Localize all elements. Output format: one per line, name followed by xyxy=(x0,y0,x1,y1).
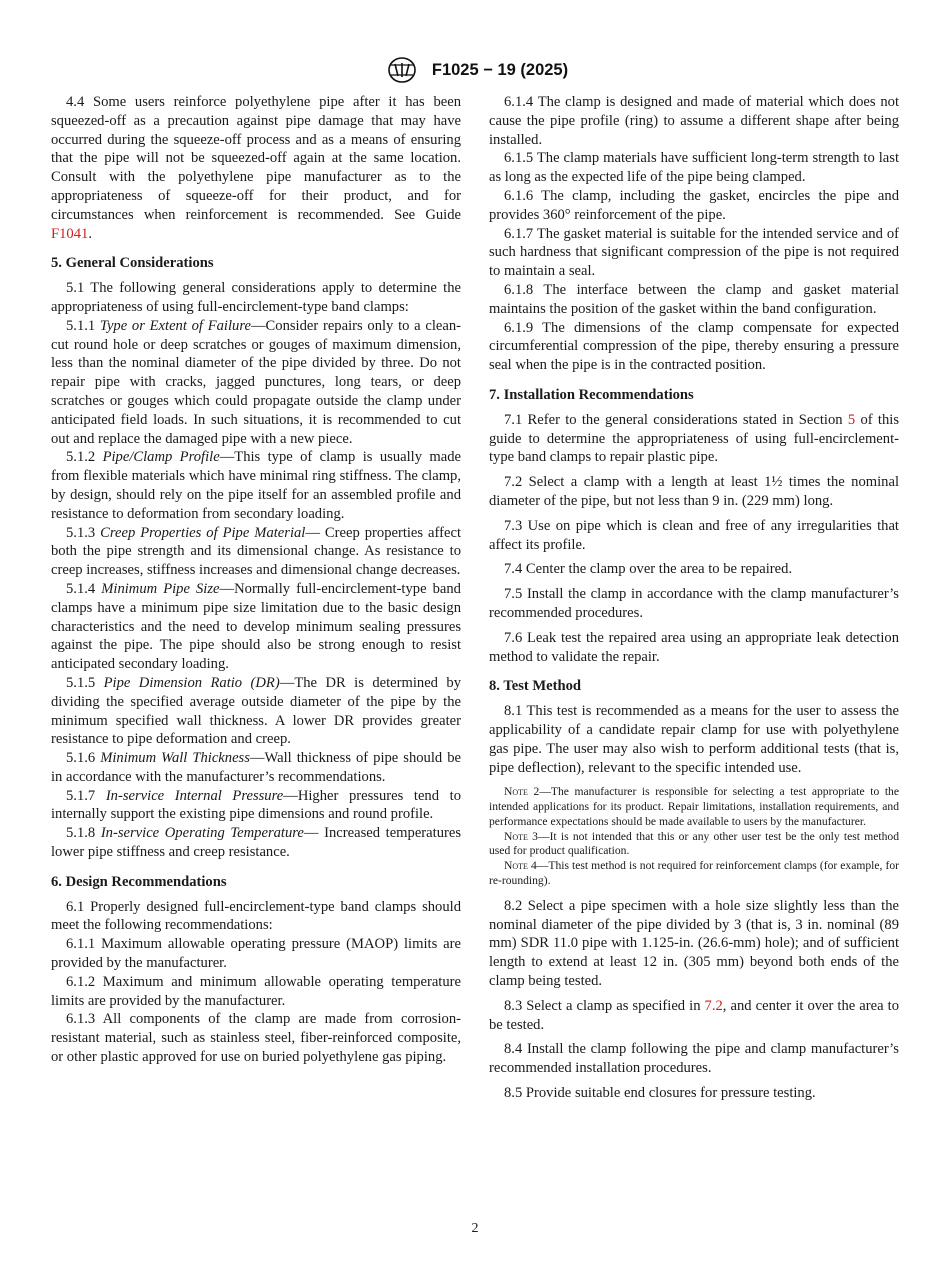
item-title: Type or Extent of Failure xyxy=(99,317,251,334)
paragraph-5-1-5 xyxy=(51,674,461,749)
paragraph-6-1-y-5: 6.1.8 The interface between the clamp and gasket material maintains the position of the gasket within the band configuration. xyxy=(489,281,899,317)
item-title: Minimum Pipe Size xyxy=(101,580,220,597)
item-number: 5.1.2 xyxy=(66,449,103,466)
paragraph-7-2: 7.3 Use on pipe which is clean and free of any irregularities that affect its profile. xyxy=(489,517,899,553)
link-7-2[interactable]: 7.2 xyxy=(704,997,723,1014)
paragraph-6-1: 6.1 Properly designed full-encirclement-type band clamps should meet the following recommendations: xyxy=(51,898,461,934)
section-7-heading: 7. Installation Recommendations xyxy=(489,386,694,403)
paragraph-5-1-4 xyxy=(51,580,461,674)
item-title: Minimum Wall Thickness xyxy=(100,750,250,767)
item-title: Pipe/Clamp Profile xyxy=(102,449,220,466)
paragraph-8-2: 8.2 Select a pipe specimen with a hole size slightly less than the nominal diameter of the pipe divided by 3 (that is, 3 in. nominal (89 mm) SDR 11.0 pipe with 1.125-in. (26.6-mm) hole); and of sufficient length to extend at least 12 in. (305 mm) beyond both ends of the clamp being tested. xyxy=(489,897,899,990)
item-number: 5.1.1 xyxy=(66,317,100,334)
paragraph-4-4: 4.4 Some users reinforce polyethylene pipe after it has been squeezed-off as a precaution against pipe damage that may have occurred during the squeeze-off process and as a means of ensuring that the pipe will not be squeezed-off again at the same location. Consult with the polyethylene pipe manufacturer as to the appropriateness of squeeze-off for their product, and for circumstances when reinforcement is recommended. See Guide F1041. xyxy=(51,94,461,242)
paragraph-6-1-y-3: 6.1.6 The clamp, including the gasket, encircles the pipe and provides 360° reinforcement of the pipe. xyxy=(489,187,899,223)
paragraph-8-3: 8.3 Select a clamp as specified in 7.2, and center it over the area to be tested. xyxy=(489,997,899,1033)
item-text: — Creep properties affect both the pipe strength and its dimensional change. As resistance to creep increases, stiffness increases and dimensional change decreases. xyxy=(51,524,461,579)
item-text: —The DR is determined by dividing the specified average outside diameter of the pipe by the minimum specified wall thickness. A lower DR provides greater resistance to pipe deformation and creep. xyxy=(51,674,461,748)
item-number: 5.1.7 xyxy=(66,787,106,804)
item-number: 5.1.8 xyxy=(66,825,101,842)
astm-logo-icon xyxy=(382,56,422,84)
link-section-5[interactable]: 5 xyxy=(847,411,856,428)
note-text: —This test method is not required for reinforcement clamps (for example, for re-rounding). xyxy=(489,859,900,888)
paragraph-7-4: 7.5 Install the clamp in accordance with the clamp manufacturer’s recommended procedures. xyxy=(489,586,899,621)
item-number: 5.1.6 xyxy=(66,750,101,767)
note-2 xyxy=(489,785,899,829)
item-number: 5.1.5 xyxy=(66,674,104,691)
paragraph-6-1-x-3: 6.1.3 All components of the clamp are made from corrosion-resistant material, such as stainless steel, fiber-reinforced composite, or other plastic approved for use on buried polyethylene gas piping. xyxy=(51,1011,461,1066)
section-6-items-right xyxy=(489,93,899,375)
paragraph-6-1-x-1: 6.1.1 Maximum allowable operating pressure (MAOP) limits are provided by the manufacturer. xyxy=(51,936,461,972)
item-text: —Higher pressures tend to internally support the existing pipe dimensions and round profile. xyxy=(51,787,461,823)
paragraph-5-1-6 xyxy=(51,749,461,787)
section-7-items xyxy=(489,473,899,666)
item-title: Creep Properties of Pipe Material xyxy=(100,524,306,541)
page-number: 2 xyxy=(471,1221,479,1236)
item-text: —This type of clamp is usually made from flexible materials which have minimal ring stiffness. The clamp, by design, should rely on the pipe itself for an assembled profile and resistance to deformation from secondary loading. xyxy=(51,449,461,522)
paragraph-8-5: 8.5 Provide suitable end closures for pressure testing. xyxy=(504,1085,816,1102)
paragraph-5-1-3 xyxy=(51,524,461,580)
note-3 xyxy=(489,830,899,860)
paragraph-7-1: 7.1 Refer to the general considerations stated in Section 5 of this guide to determine the appropriateness of using full-encirclement-type band clamps to repair plastic pipe. xyxy=(489,411,899,466)
item-text: —Normally full-encirclement-type band clamps have a minimum pipe size limitation due to the basic design characteristics and the need to develop minimum sealing pressures against the pipe. The pipe should also be strong enough to resist anticipated secondary loading. xyxy=(51,580,461,673)
item-text: —Wall thickness of pipe should be in accordance with the manufacturer’s recommendations. xyxy=(51,750,461,785)
paragraph-5-1: 5.1 The following general considerations apply to determine the appropriateness of using full-encirclement-type band clamps: xyxy=(51,280,461,315)
item-title: In-service Operating Temperature xyxy=(100,825,304,842)
note-label: Note 2 xyxy=(504,785,540,799)
note-4 xyxy=(489,859,899,889)
paragraph-5-1-2 xyxy=(51,448,461,523)
item-title: Pipe Dimension Ratio (DR) xyxy=(103,674,280,691)
item-number: 5.1.4 xyxy=(66,580,102,597)
section-8-heading: 8. Test Method xyxy=(489,678,582,695)
section-5-items xyxy=(51,317,461,862)
section-5-heading: 5. General Considerations xyxy=(51,255,214,272)
paragraph-8-4: 8.4 Install the clamp following the pipe and clamp manufacturer’s recommended installation procedures. xyxy=(489,1041,899,1077)
paragraph-7-3: 7.4 Center the clamp over the area to be repaired. xyxy=(504,561,793,578)
paragraph-5-1-8 xyxy=(51,824,461,862)
note-text: —The manufacturer is responsible for selecting a test appropriate to the intended applications for its product. Repair limitations, installation requirements, and performance expectations should be made available to users by the manufacturer. xyxy=(489,785,899,828)
paragraph-7-5: 7.6 Leak test the repaired area using an appropriate leak detection method to validate the repair. xyxy=(489,629,899,665)
section-6-heading: 6. Design Recommendations xyxy=(51,873,227,890)
paragraph-5-1-7 xyxy=(51,787,461,825)
paragraph-6-1-y-4: 6.1.7 The gasket material is suitable for the intended service and of such hardness that significant compression of the pipe is not required to maintain a seal. xyxy=(489,225,899,280)
paragraph-6-1-y-6: 6.1.9 The dimensions of the clamp compensate for expected circumferential compression of the pipe, thereby ensuring a pressure seal when the pipe is in the contracted position. xyxy=(489,319,899,374)
link-f1041[interactable]: F1041 xyxy=(51,225,89,242)
paragraph-6-1-x-2: 6.1.2 Maximum and minimum allowable operating temperature limits are provided by the manufacturer. xyxy=(51,973,461,1009)
note-label: Note 3 xyxy=(504,829,538,843)
paragraph-8-1: 8.1 This test is recommended as a means for the user to assess the applicability of a candidate repair clamp for use with polyethylene gas pipe. The user may also wish to perform additional tests (that is, pipe deflection), relevant to the specific intended use. xyxy=(489,703,899,776)
notes-block xyxy=(489,785,899,889)
paragraph-7-1: 7.2 Select a clamp with a length at least 1½ times the nominal diameter of the pipe, but not less than 9 in. (229 mm) long. xyxy=(489,474,899,509)
item-text: —Consider repairs only to a clean-cut round hole or deep scratches or gouges of maximum dimension, less than the nominal diameter of the pipe divided by three. Do not repair pipe with cracks, jagged punctures, long tears, or deep scratches or gouges which could propagate outside the clamp under anticipated field loads. In such situations, it is recommended to cut out and replace the damaged pipe with a new piece. xyxy=(51,317,461,447)
item-title: In-service Internal Pressure xyxy=(105,787,284,804)
item-number: 5.1.3 xyxy=(66,524,101,541)
paragraph-6-1-y-1: 6.1.4 The clamp is designed and made of material which does not cause the pipe profile (ring) to assume a different shape after being installed. xyxy=(489,94,899,148)
document-designation: F1025 − 19 (2025) xyxy=(431,60,569,79)
item-text: — Increased temperatures lower pipe stiffness and creep resistance. xyxy=(51,825,462,861)
note-text: —It is not intended that this or any other user test be the only test method used for product qualification. xyxy=(489,829,899,858)
page-header xyxy=(0,56,950,84)
note-label: Note 4 xyxy=(504,859,537,873)
section-6-items-left xyxy=(51,935,461,1067)
paragraph-6-1-y-2: 6.1.5 The clamp materials have sufficient long-term strength to last as long as the expected life of the pipe being clamped. xyxy=(489,150,899,186)
left-column xyxy=(51,93,461,1067)
paragraph-5-1-1 xyxy=(51,317,461,449)
right-column xyxy=(489,93,899,1103)
